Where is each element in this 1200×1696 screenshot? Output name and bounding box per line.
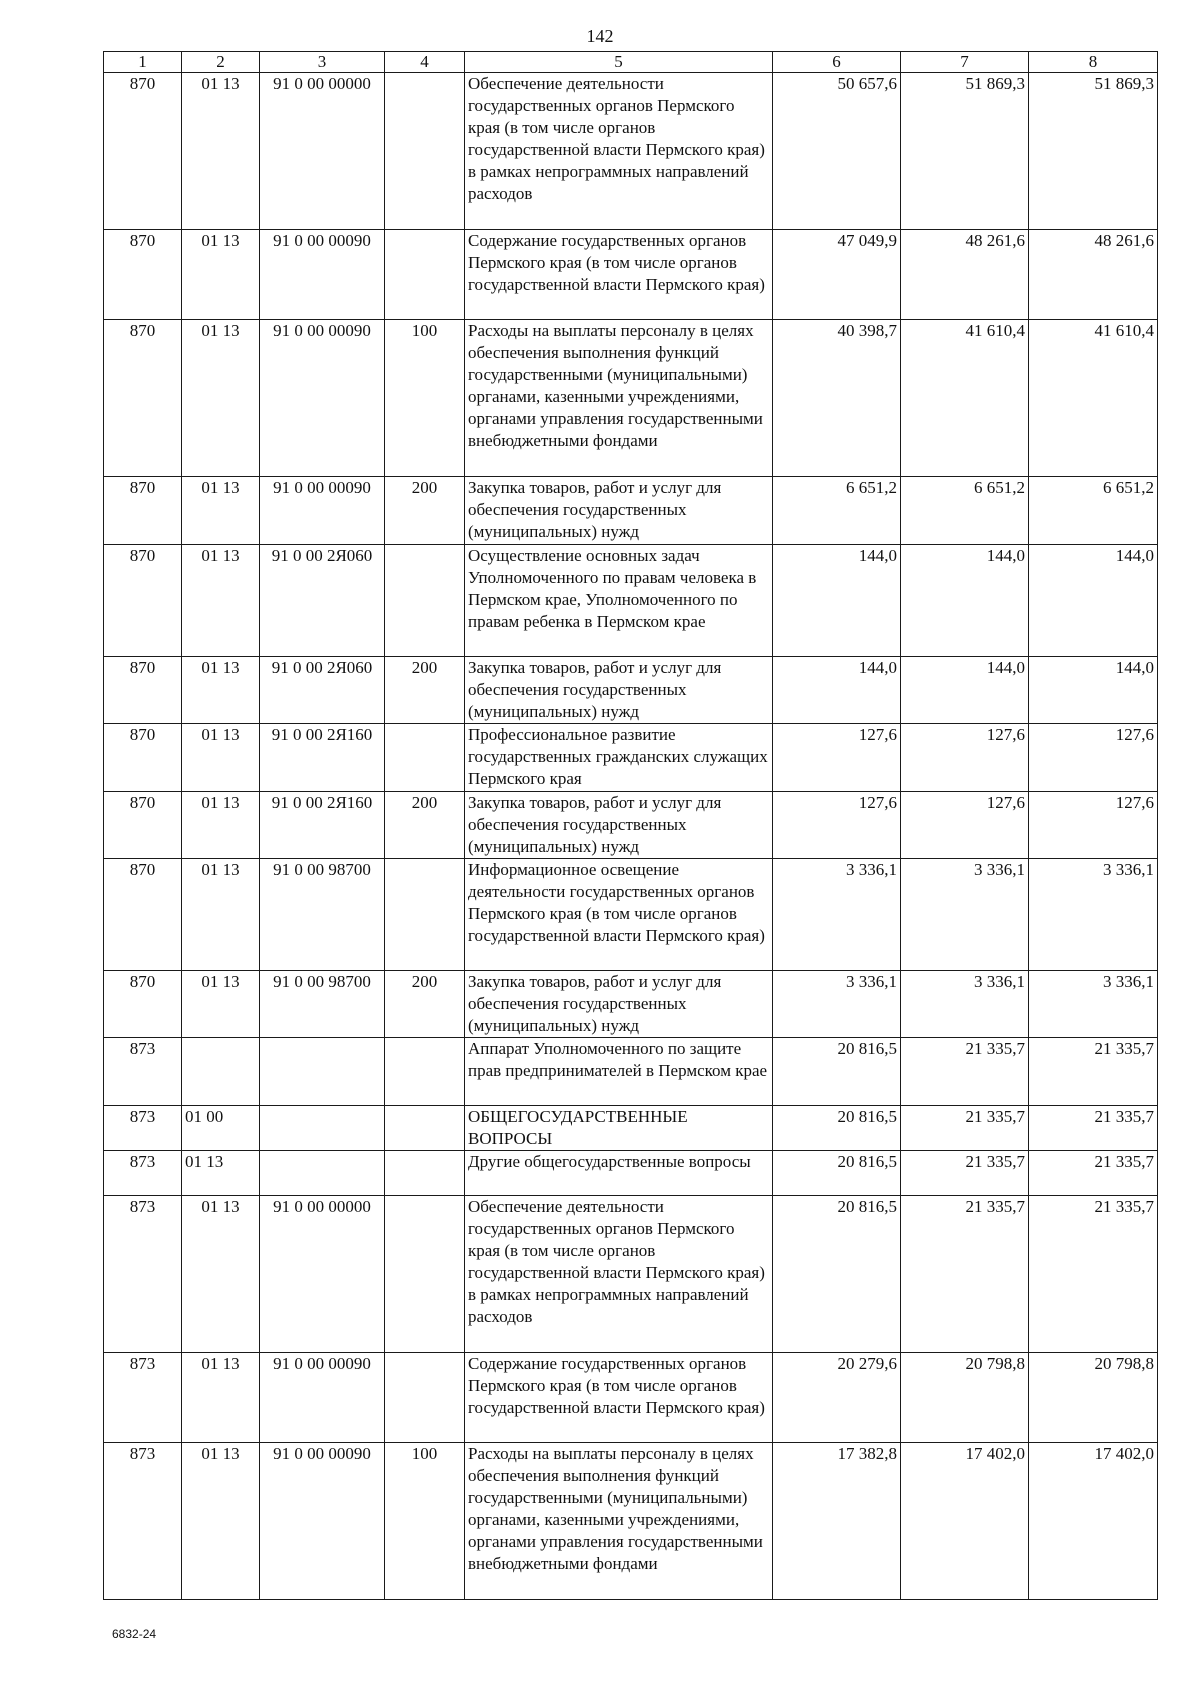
cell-amount: 144,0 xyxy=(901,545,1029,657)
cell-name: Профессиональное развитие государственных гражданских служащих Пермского края xyxy=(465,724,773,792)
budget-table xyxy=(103,51,1158,1600)
table-row xyxy=(104,320,1158,477)
cell-expense-type xyxy=(385,1353,465,1443)
cell-expense-type xyxy=(385,724,465,792)
column-header: 4 xyxy=(385,52,465,73)
cell-amount: 144,0 xyxy=(773,545,901,657)
table-row xyxy=(104,1443,1158,1600)
cell-amount: 21 335,7 xyxy=(1029,1151,1158,1196)
cell-target-code xyxy=(260,1106,385,1151)
table-row xyxy=(104,792,1158,859)
cell-name: Обеспечение деятельности государственных органов Пермского края (в том числе органов государственной власти Пермского края) в рамках непрограммных направлений расходов xyxy=(465,73,773,230)
cell-amount: 3 336,1 xyxy=(1029,971,1158,1038)
column-header: 2 xyxy=(182,52,260,73)
cell-agency: 870 xyxy=(104,724,182,792)
cell-section: 01 13 xyxy=(182,230,260,320)
cell-expense-type: 200 xyxy=(385,971,465,1038)
table-row xyxy=(104,859,1158,971)
cell-amount: 3 336,1 xyxy=(1029,859,1158,971)
cell-agency: 870 xyxy=(104,477,182,545)
cell-agency: 870 xyxy=(104,859,182,971)
table-header-row xyxy=(104,52,1158,73)
cell-amount: 20 798,8 xyxy=(1029,1353,1158,1443)
column-header: 5 xyxy=(465,52,773,73)
cell-amount: 48 261,6 xyxy=(1029,230,1158,320)
cell-expense-type: 200 xyxy=(385,657,465,724)
column-header: 1 xyxy=(104,52,182,73)
cell-section: 01 13 xyxy=(182,1353,260,1443)
cell-name: Закупка товаров, работ и услуг для обеспечения государственных (муниципальных) нужд xyxy=(465,657,773,724)
column-header: 6 xyxy=(773,52,901,73)
cell-target-code: 91 0 00 00000 xyxy=(260,73,385,230)
cell-target-code: 91 0 00 00090 xyxy=(260,477,385,545)
cell-amount: 17 402,0 xyxy=(901,1443,1029,1600)
cell-section: 01 13 xyxy=(182,792,260,859)
cell-expense-type xyxy=(385,230,465,320)
cell-section: 01 13 xyxy=(182,859,260,971)
cell-agency: 873 xyxy=(104,1196,182,1353)
cell-agency: 870 xyxy=(104,792,182,859)
column-header: 8 xyxy=(1029,52,1158,73)
cell-section: 01 13 xyxy=(182,724,260,792)
cell-amount: 20 816,5 xyxy=(773,1038,901,1106)
cell-amount: 21 335,7 xyxy=(901,1106,1029,1151)
cell-expense-type: 200 xyxy=(385,792,465,859)
cell-target-code: 91 0 00 00090 xyxy=(260,1353,385,1443)
cell-target-code: 91 0 00 2Я060 xyxy=(260,657,385,724)
cell-amount: 6 651,2 xyxy=(901,477,1029,545)
table-row xyxy=(104,545,1158,657)
table-row xyxy=(104,971,1158,1038)
cell-amount: 127,6 xyxy=(901,724,1029,792)
cell-agency: 873 xyxy=(104,1038,182,1106)
cell-agency: 873 xyxy=(104,1353,182,1443)
cell-target-code: 91 0 00 98700 xyxy=(260,971,385,1038)
table-row xyxy=(104,230,1158,320)
cell-section: 01 13 xyxy=(182,545,260,657)
cell-amount: 6 651,2 xyxy=(1029,477,1158,545)
cell-amount: 17 382,8 xyxy=(773,1443,901,1600)
cell-amount: 3 336,1 xyxy=(773,971,901,1038)
cell-name: Другие общегосударственные вопросы xyxy=(465,1151,773,1196)
cell-target-code: 91 0 00 00000 xyxy=(260,1196,385,1353)
cell-amount: 127,6 xyxy=(1029,724,1158,792)
cell-section: 01 13 xyxy=(182,1196,260,1353)
document-code: 6832-24 xyxy=(112,1627,157,1641)
cell-expense-type xyxy=(385,73,465,230)
cell-amount: 144,0 xyxy=(1029,545,1158,657)
cell-amount: 144,0 xyxy=(773,657,901,724)
table-row xyxy=(104,1353,1158,1443)
cell-amount: 47 049,9 xyxy=(773,230,901,320)
cell-section xyxy=(182,1038,260,1106)
cell-name: Аппарат Уполномоченного по защите прав предпринимателей в Пермском крае xyxy=(465,1038,773,1106)
cell-expense-type xyxy=(385,1196,465,1353)
cell-amount: 127,6 xyxy=(1029,792,1158,859)
cell-target-code: 91 0 00 2Я160 xyxy=(260,792,385,859)
cell-section: 01 13 xyxy=(182,657,260,724)
cell-target-code: 91 0 00 2Я060 xyxy=(260,545,385,657)
cell-agency: 873 xyxy=(104,1443,182,1600)
table-row xyxy=(104,657,1158,724)
table-row xyxy=(104,477,1158,545)
cell-amount: 51 869,3 xyxy=(1029,73,1158,230)
cell-section: 01 13 xyxy=(182,477,260,545)
cell-agency: 870 xyxy=(104,73,182,230)
cell-amount: 127,6 xyxy=(773,792,901,859)
cell-name: Закупка товаров, работ и услуг для обеспечения государственных (муниципальных) нужд xyxy=(465,792,773,859)
table-row xyxy=(104,1106,1158,1151)
cell-expense-type: 200 xyxy=(385,477,465,545)
table-row xyxy=(104,1038,1158,1106)
cell-section: 01 00 xyxy=(182,1106,260,1151)
cell-target-code xyxy=(260,1151,385,1196)
cell-amount: 127,6 xyxy=(901,792,1029,859)
cell-expense-type xyxy=(385,1106,465,1151)
cell-name: Обеспечение деятельности государственных органов Пермского края (в том числе органов государственной власти Пермского края) в рамках непрограммных направлений расходов xyxy=(465,1196,773,1353)
cell-name: Содержание государственных органов Пермского края (в том числе органов государственной власти Пермского края) xyxy=(465,230,773,320)
cell-name: Осуществление основных задач Уполномоченного по правам человека в Пермском крае, Уполномоченного по правам ребенка в Пермском крае xyxy=(465,545,773,657)
column-header: 3 xyxy=(260,52,385,73)
cell-agency: 870 xyxy=(104,230,182,320)
cell-expense-type xyxy=(385,1038,465,1106)
cell-expense-type xyxy=(385,545,465,657)
cell-amount: 21 335,7 xyxy=(1029,1196,1158,1353)
cell-section: 01 13 xyxy=(182,1443,260,1600)
cell-name: Расходы на выплаты персоналу в целях обеспечения выполнения функций государственными (муниципальными) органами, казенными учреждениями, органами управления государственными внебюджетными фондами xyxy=(465,320,773,477)
cell-target-code xyxy=(260,1038,385,1106)
cell-amount: 3 336,1 xyxy=(901,859,1029,971)
cell-amount: 21 335,7 xyxy=(1029,1038,1158,1106)
cell-amount: 17 402,0 xyxy=(1029,1443,1158,1600)
cell-agency: 870 xyxy=(104,320,182,477)
cell-amount: 144,0 xyxy=(1029,657,1158,724)
cell-name: Закупка товаров, работ и услуг для обеспечения государственных (муниципальных) нужд xyxy=(465,477,773,545)
cell-amount: 21 335,7 xyxy=(1029,1106,1158,1151)
cell-section: 01 13 xyxy=(182,320,260,477)
page-number: 142 xyxy=(586,26,614,46)
cell-target-code: 91 0 00 00090 xyxy=(260,320,385,477)
cell-expense-type xyxy=(385,859,465,971)
cell-amount: 21 335,7 xyxy=(901,1196,1029,1353)
cell-amount: 41 610,4 xyxy=(901,320,1029,477)
cell-amount: 20 816,5 xyxy=(773,1151,901,1196)
table-row xyxy=(104,73,1158,230)
cell-amount: 21 335,7 xyxy=(901,1151,1029,1196)
column-header: 7 xyxy=(901,52,1029,73)
cell-amount: 41 610,4 xyxy=(1029,320,1158,477)
cell-name: Закупка товаров, работ и услуг для обеспечения государственных (муниципальных) нужд xyxy=(465,971,773,1038)
cell-amount: 48 261,6 xyxy=(901,230,1029,320)
cell-amount: 21 335,7 xyxy=(901,1038,1029,1106)
cell-name: Информационное освещение деятельности государственных органов Пермского края (в том числе органов государственной власти Пермского края) xyxy=(465,859,773,971)
table-row xyxy=(104,724,1158,792)
cell-amount: 20 279,6 xyxy=(773,1353,901,1443)
cell-amount: 144,0 xyxy=(901,657,1029,724)
cell-agency: 870 xyxy=(104,971,182,1038)
cell-expense-type: 100 xyxy=(385,320,465,477)
cell-target-code: 91 0 00 2Я160 xyxy=(260,724,385,792)
cell-name: Расходы на выплаты персоналу в целях обеспечения выполнения функций государственными (муниципальными) органами, казенными учреждениями, органами управления государственными внебюджетными фондами xyxy=(465,1443,773,1600)
cell-amount: 3 336,1 xyxy=(901,971,1029,1038)
cell-amount: 127,6 xyxy=(773,724,901,792)
cell-name: Содержание государственных органов Пермского края (в том числе органов государственной власти Пермского края) xyxy=(465,1353,773,1443)
cell-amount: 3 336,1 xyxy=(773,859,901,971)
cell-expense-type xyxy=(385,1151,465,1196)
cell-amount: 50 657,6 xyxy=(773,73,901,230)
cell-target-code: 91 0 00 00090 xyxy=(260,1443,385,1600)
cell-agency: 873 xyxy=(104,1106,182,1151)
cell-agency: 873 xyxy=(104,1151,182,1196)
cell-amount: 20 798,8 xyxy=(901,1353,1029,1443)
cell-name: ОБЩЕГОСУДАРСТВЕННЫЕ ВОПРОСЫ xyxy=(465,1106,773,1151)
cell-amount: 51 869,3 xyxy=(901,73,1029,230)
cell-target-code: 91 0 00 00090 xyxy=(260,230,385,320)
cell-amount: 40 398,7 xyxy=(773,320,901,477)
cell-amount: 6 651,2 xyxy=(773,477,901,545)
cell-amount: 20 816,5 xyxy=(773,1196,901,1353)
cell-amount: 20 816,5 xyxy=(773,1106,901,1151)
cell-expense-type: 100 xyxy=(385,1443,465,1600)
cell-agency: 870 xyxy=(104,657,182,724)
cell-section: 01 13 xyxy=(182,73,260,230)
table-row xyxy=(104,1151,1158,1196)
cell-section: 01 13 xyxy=(182,971,260,1038)
cell-agency: 870 xyxy=(104,545,182,657)
cell-target-code: 91 0 00 98700 xyxy=(260,859,385,971)
cell-section: 01 13 xyxy=(182,1151,260,1196)
table-row xyxy=(104,1196,1158,1353)
